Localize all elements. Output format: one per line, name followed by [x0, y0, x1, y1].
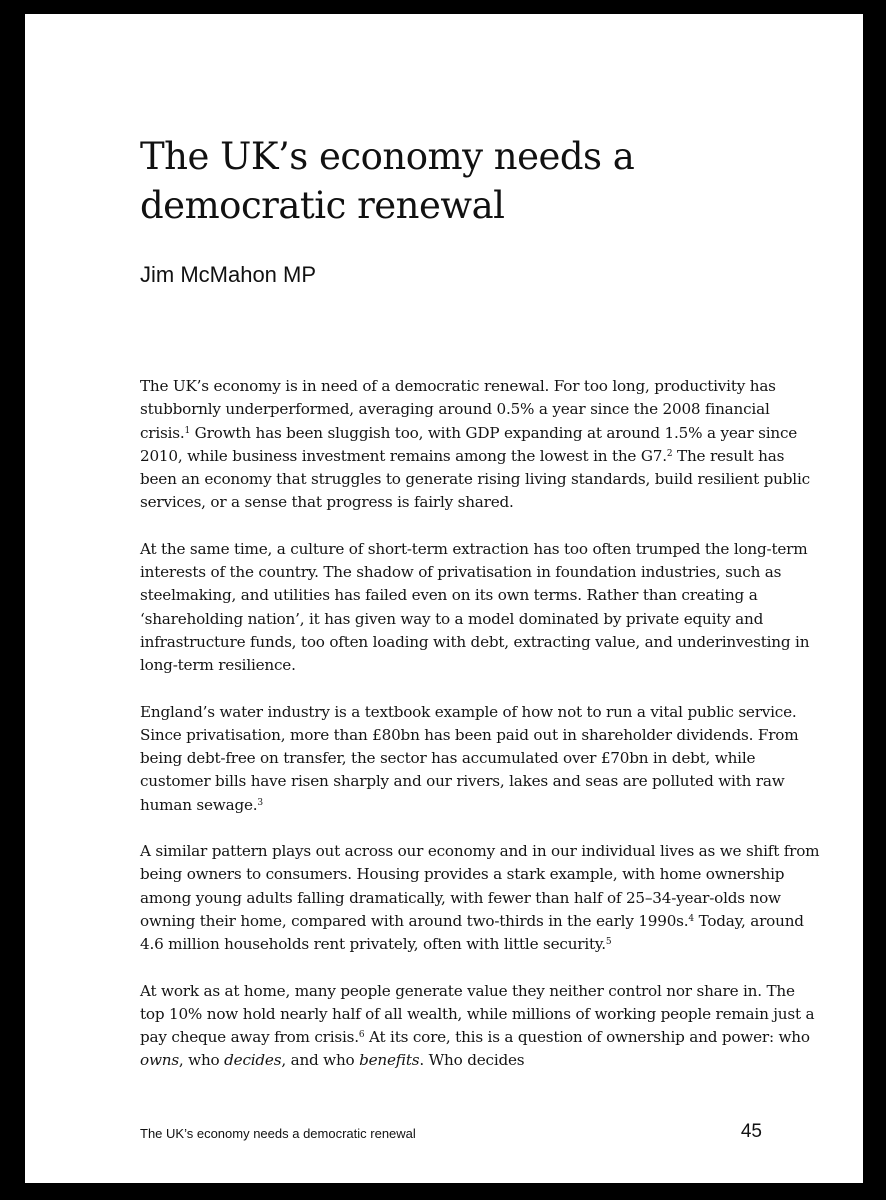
emphasis-text: decides — [224, 1051, 282, 1070]
article-body — [140, 375, 820, 1096]
footnote-ref: 4 — [688, 913, 694, 924]
footnote-ref: 1 — [184, 425, 191, 436]
paragraph-text: , who — [178, 1051, 225, 1070]
paragraph — [140, 840, 820, 956]
paragraph-text: , and who — [281, 1051, 360, 1070]
paragraph-text: The result has been an economy that struggles to generate rising living standards, build resilient public services, or a sense that progress is fairly shared. — [140, 446, 810, 512]
paragraph — [140, 538, 820, 678]
running-footer-title: The UK’s economy needs a democratic renewal — [140, 1126, 416, 1141]
paragraph-text: The UK’s economy is in need of a democratic renewal. For too long, productivity has stubbornly underperformed, averaging around 0.5% a year since the 2008 financial crisis. — [140, 377, 776, 442]
footnote-ref: 5 — [605, 937, 612, 948]
emphasis-text: owns — [140, 1051, 179, 1070]
paragraph-text: At the same time, a culture of short-term extraction has too often trumped the long-term interests of the country. The shadow of privatisation in foundation industries, such as steelmaking, and utilities has failed even on its own terms. Rather than creating a ‘shareholding nation’, it has given way to a model dominated by private equity and infrastructure funds, too often loading with debt, extracting value, and underinvesting in long-term resilience. — [140, 539, 810, 675]
article-author: Jim McMahon MP — [140, 262, 317, 287]
paragraph-text: Today, around 4.6 million households rent privately, often with little security. — [140, 911, 804, 954]
paragraph — [140, 375, 820, 515]
paragraph-text: A similar pattern plays out across our economy and in our individual lives as we shift from being owners to consumers. Housing provides a stark example, with home ownership among young adults falling dramatically, with fewer than half of 25–34-year-olds now owning their home, compared with around two-thirds in the early 1990s. — [140, 842, 820, 930]
footnote-ref: 6 — [358, 1030, 365, 1041]
paragraph — [140, 701, 820, 817]
footnote-ref: 3 — [257, 797, 263, 808]
paragraph-text: At work as at home, many people generate value they neither control nor share in. The top 10% now hold nearly half of all wealth, while millions of working people remain just a pay cheque away from crisis. — [140, 981, 815, 1047]
paragraph-text: At its core, this is a question of ownership and power: who — [364, 1028, 810, 1047]
paragraph-text: Growth has been sluggish too, with GDP expanding at around 1.5% a year since 2010, while business investment remains among the lowest in the G7. — [140, 423, 798, 465]
paragraph — [140, 980, 820, 1073]
paragraph-text: England’s water industry is a textbook example of how not to run a vital public service. Since privatisation, more than £80bn has been paid out in shareholder dividends. From being debt-free on transfer, the sector has accumulated over £70bn in debt, while customer bills have risen sharply and our rivers, lakes and seas are polluted with raw human sewage. — [140, 702, 799, 814]
footnote-ref: 2 — [666, 448, 673, 459]
emphasis-text: benefits — [359, 1051, 420, 1070]
article-title: The UK’s economy needs a democratic renewal — [140, 135, 635, 227]
page-number: 45 — [740, 1121, 762, 1142]
document-page — [25, 14, 863, 1183]
paragraph-text: . Who decides — [419, 1051, 525, 1070]
